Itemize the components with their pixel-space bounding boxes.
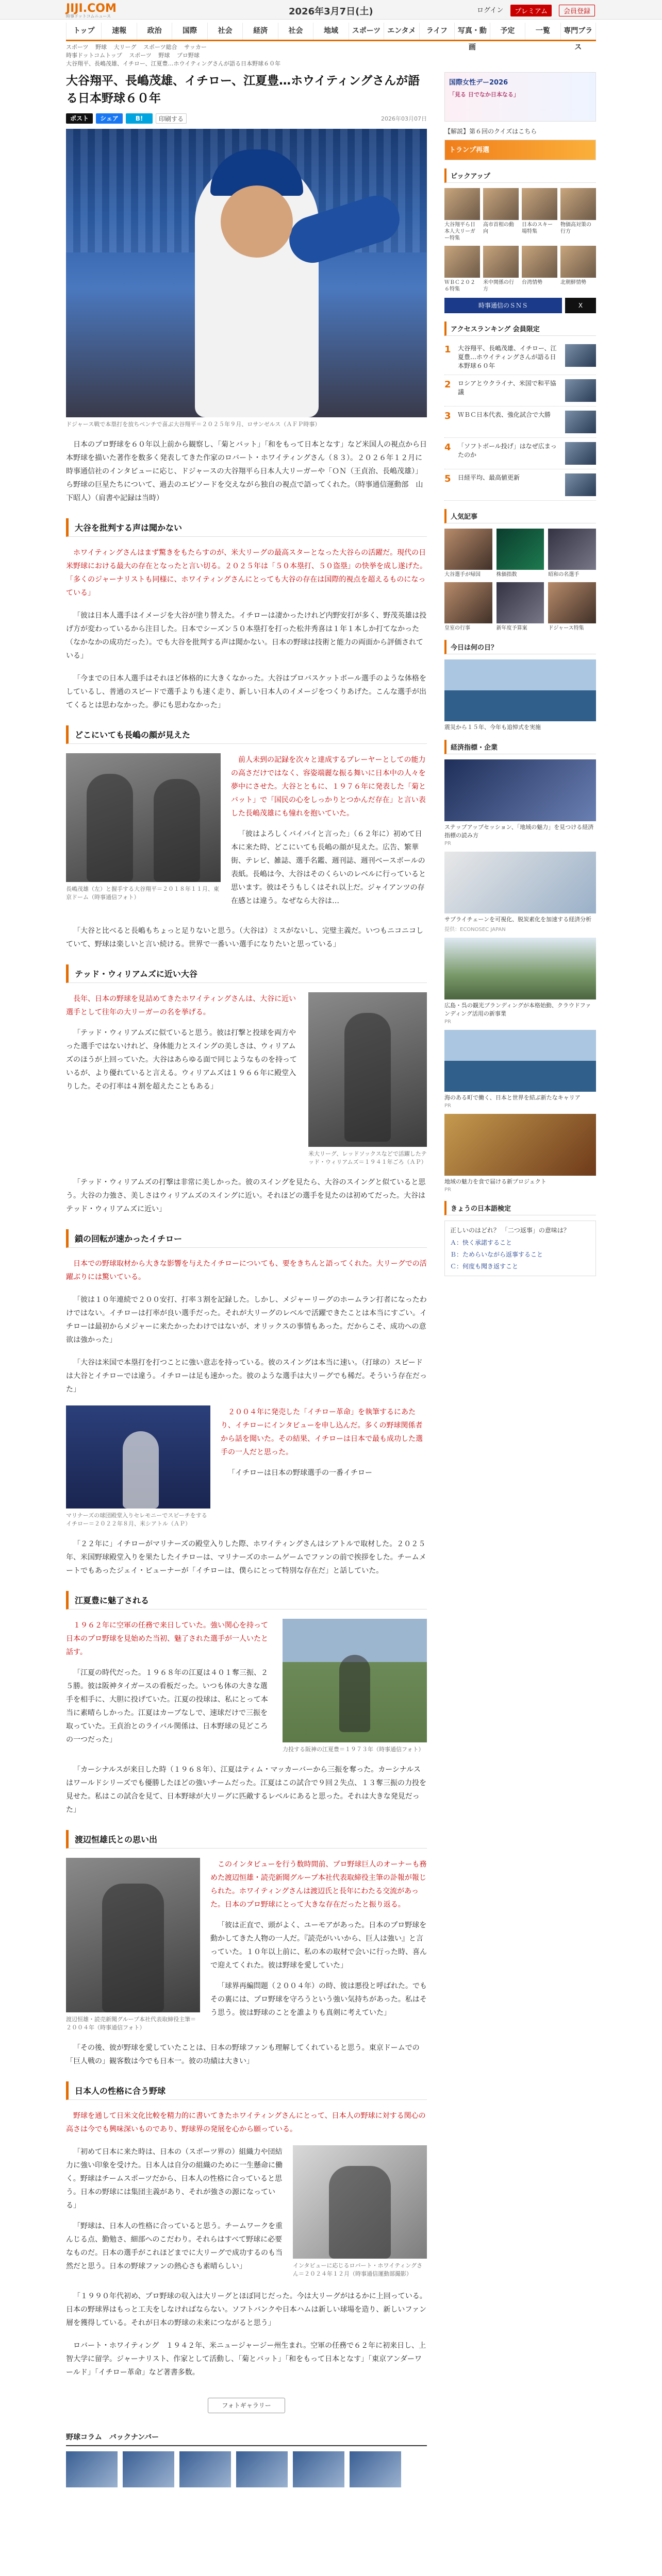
photo-label: 株価指数 [496, 572, 517, 578]
quiz-heading: きょうの日本語検定 [444, 1201, 596, 1215]
paragraph: 「その後、彼が野球を愛していたことは、日本の野球ファンも理解してくれていると思う。東京ドームでの「巨人戦の」観客数は今でも日本一。彼の功績は大きい」 [66, 2044, 420, 2065]
pickup-image [560, 188, 596, 220]
pr-title: ステップアップセッション、「地域の魅力」を見つける経済指標の読み方 [444, 824, 594, 839]
pr-card[interactable] [444, 1030, 596, 1109]
paragraph: ホワイティングさんはまず驚きをもたらすのが、米大リーグの最高スターとなった大谷らの活躍だ。現代の日米野球における最大の存在となったと言い切る。２０２５年は「５０本塁打、５０盗塁」の快挙を成し遂げた。「多くのジャーナリストも同様に、ホワイティングさんにとっても大谷の存在は国際的視点を超えるものになっている」 [66, 549, 427, 597]
section-heading: 江夏豊に魅了される [66, 1591, 427, 1609]
backnumber-thumb[interactable] [123, 2451, 174, 2487]
pickup-image [483, 246, 519, 278]
nagashima-photo[interactable] [66, 753, 221, 882]
quiz-option[interactable]: Ｂ：ためらいながら返事すること [450, 1251, 543, 1258]
photo-caption: 渡辺恒雄・読売新聞グループ本社代表取締役主筆＝２００４年（時事通信フォト） [66, 2016, 196, 2031]
rank-number: 2 [444, 379, 451, 390]
section-heading: 渡辺恒雄氏との思い出 [66, 1830, 427, 1849]
paragraph: 「テッド・ウィリアムズに似ていると思う。彼は打撃と投球を両方やった選手ではないけれど、身体能力とスイングの美しさは、ウィリアムズのほうが上回っていた。大谷はあらゆる面で同じようなものを持っているが、より優れていると言える。ウィリアムズは１９６６年に殿堂入りした。その打率は４割を超えたこともある」 [66, 1029, 297, 1091]
pickup-label: 米中関係の行方 [483, 280, 514, 292]
pickup-label: 大谷翔平ら日本人大リーガー特集 [444, 222, 475, 241]
banner-title: トランプ再選 [449, 146, 490, 154]
enatsu-photo[interactable] [283, 1619, 427, 1742]
paragraph: １９６２年に空軍の任務で来日していた。強い関心を持って日本のプロ野球を見始めた当初、魅了された選手が一人いたと話す。 [66, 1621, 268, 1656]
photo-item[interactable] [444, 582, 492, 632]
photo-item[interactable] [548, 529, 596, 578]
pickup-item[interactable] [560, 246, 596, 293]
nav-item[interactable]: エンタメ [384, 23, 419, 40]
pr-title: サプライチェーンを可視化、脱炭素化を加速する経済分析 [444, 916, 592, 923]
photo-gallery-button[interactable]: フォトギャラリー [208, 2398, 285, 2413]
backnumber-thumb[interactable] [293, 2451, 344, 2487]
trump-banner[interactable] [444, 140, 596, 160]
rank-title: 日経平均、最高値更新 [458, 474, 520, 481]
subnav-link[interactable]: スポーツ総合 [143, 44, 177, 50]
portrait-figure [102, 1884, 164, 2012]
article-title: 大谷翔平、長嶋茂雄、イチロー、江夏豊…ホウイティングさんが語る日本野球６０年 [66, 74, 420, 105]
photo-label: 新年度予算案 [496, 625, 527, 631]
pr-image [444, 938, 596, 999]
today-heading: 今日は何の日？ [444, 640, 596, 654]
share-bar [66, 112, 427, 125]
section-heading: どこにいても長嶋の顔が見えた [66, 725, 427, 744]
pr-sponsor: PR [444, 841, 451, 846]
womens-day-banner[interactable] [444, 72, 596, 122]
section-photo-block [66, 2145, 427, 2280]
ichiro-photo[interactable] [66, 1405, 210, 1509]
rank-title: 大谷翔平、長嶋茂雄、イチロー、江夏豊…ホウイティングさんが語る日本野球６０年 [458, 345, 557, 369]
paragraph: 「彼はよろしくバイバイと言った」（６２年に）初めて日本に来た時、どこにいても長嶋の顔が見えた。広告、繁華街、テレビ、雑誌、選手名鑑、週刊誌、週刊ベースボールの表紙。長嶋は今、大谷はそのくらいのレベルに行っていると思います。彼はそうもしくはそれ以上だ。ジャイアンツの存在感とは違う。なぜなら大谷は… [231, 830, 426, 905]
photo-image [496, 529, 544, 570]
player-face [221, 185, 293, 258]
ranking-item[interactable] [444, 438, 596, 469]
breadcrumb-item[interactable]: スポーツ [129, 52, 152, 59]
whiting-photo[interactable] [293, 2145, 427, 2259]
paragraph: このインタビューを行う数時間前、プロ野球巨人のオーナーも務めた渡辺恒雄・読売新聞グループ本社代表取締役主筆の訃報が報じられた。ホワイティングさんは渡辺氏と長年にわたる交流があった。日本のプロ野球にとって大きな存在だったと振り返る。 [210, 1860, 427, 1909]
nav-item[interactable]: ライフ [420, 23, 455, 40]
pickup-item[interactable] [444, 188, 480, 242]
today-image [444, 659, 596, 721]
section-heading: 鎖の回転が速かったイチロー [66, 1229, 427, 1248]
breadcrumb-current: 大谷翔平、長嶋茂雄、イチロー、江夏豊…ホウイティングさんが語る日本野球６０年 [66, 60, 281, 67]
rank-thumb [565, 411, 596, 433]
x-share-button[interactable]: ポスト [66, 113, 93, 124]
quiz-box [444, 1221, 596, 1276]
rank-number: 3 [444, 411, 451, 421]
nav-item[interactable]: 速報 [102, 23, 137, 40]
subnav-link[interactable]: 大リーグ [113, 44, 137, 50]
pickup-item[interactable] [483, 188, 519, 242]
pickup-label: 北朝鮮情勢 [560, 280, 586, 285]
pr-sponsor: 提供：ECONOSEC JAPAN [444, 927, 506, 933]
pr-sponsor: PR [444, 1019, 451, 1025]
pickup-image [444, 188, 480, 220]
paragraph: 「大谷と比べると長嶋もちょっと足りないと思う。（大谷は）ミスがないし、完璧主義だ。いつもニコニコしていて、野球は楽しいと言い続ける。世界で一番いい選手になりたいと思っている」 [66, 927, 423, 948]
pitcher-figure [339, 1655, 370, 1732]
breadcrumb-item[interactable]: 時事ドットコムトップ [66, 52, 122, 59]
quiz-option[interactable]: Ａ：快く承諾すること [450, 1239, 512, 1246]
nav-item[interactable]: 社会 [208, 23, 243, 40]
pickup-label: 物価高対策の行方 [560, 222, 591, 234]
figure-right [154, 779, 200, 882]
banner-title: 国際女性デー2026 [449, 79, 508, 87]
section-heading: テッド・ウィリアムズに近い大谷 [66, 964, 427, 983]
photo-image [548, 582, 596, 623]
paragraph: 「江夏の時代だった。１９６８年の江夏は４０１奪三振、２５勝。彼は阪神タイガースの看板だった。いつも体の大きな選手を相手に、大胆に投げていた。江夏の投球は、私にとって本当に素晴らしかった。江夏はカーブなしで、速球だけで三振を取っていた。王貞治とのライバル関係は、日本野球の見どころの一つだった」 [66, 1669, 268, 1744]
hero-photo[interactable] [66, 129, 427, 417]
pickup-heading: ピックアップ [444, 168, 596, 183]
pr-card[interactable] [444, 938, 596, 1025]
backnumber-thumbnails [66, 2451, 427, 2487]
pr-card[interactable] [444, 759, 596, 846]
nav-item[interactable]: 政治 [137, 23, 172, 40]
paragraph: 「イチローは日本の野球選手の一番イチロー [228, 1469, 372, 1477]
pr-card[interactable] [444, 1114, 596, 1193]
section-photo-block [66, 1619, 427, 1754]
pr-card[interactable] [444, 852, 596, 933]
profile-paragraph: ロバート・ホワイティング １９４２年、米ニュージャージー州生まれ。空軍の任務で６２年に初来日し、上智大学に留学。ジャーナリスト、作家として活動し、「菊とバット」「和をもって日本となす」「東京アンダーワールド」「イチロー革命」など著書多数。 [66, 2342, 426, 2377]
banner-subtitle: 「見る 日でなか日本なる」 [449, 91, 519, 98]
pr-sponsor: PR [444, 1103, 451, 1109]
pr-image [444, 1030, 596, 1092]
section-photo-block [66, 992, 427, 1166]
rank-title: 「ソフトボール投げ」はなぜ広まったのか [458, 443, 557, 459]
pickup-image [522, 188, 557, 220]
pr-image [444, 759, 596, 821]
pickup-item[interactable] [560, 188, 596, 242]
photo-caption: 長嶋茂雄（左）と握手する大谷翔平＝２０１８年１１月、東京ドーム（時事通信フォト） [66, 886, 219, 901]
premium-button[interactable]: プレミアム [510, 5, 552, 16]
ranking-heading: アクセスランキング 会員限定 [444, 321, 596, 336]
paragraph: 「彼は日本人選手はイメージを大谷が塗り替えた。イチローは凄かったけれど内野安打が多く、野茂英雄は投げ方が変わっているから注目した。日本でシーズン５０本塁打を打った松井秀喜は１年１本しか打てなかった（なかなかの成功だった）。でも大谷を批判する声は聞かない。日本の野球は技術と能力の両面から評価されている」 [66, 612, 427, 660]
nav-item[interactable]: トップ [66, 23, 102, 40]
nav-item[interactable]: 国際 [172, 23, 207, 40]
section-photo-block [66, 1405, 427, 1528]
header-links [477, 5, 595, 16]
pickup-label: 台湾情勢 [522, 280, 542, 285]
paragraph: ２００４年に発売した「イチロー革命」を執筆するにあたり、イチローにインタビューを申し込んだ。多くの野球関係者から話を聞いた。その結果、イチローは日本で最も成功した選手の一人だと思った。 [221, 1408, 423, 1456]
ted-williams-photo[interactable] [308, 992, 427, 1147]
photo-label: 大谷選手が帰国 [444, 572, 481, 578]
photo-item[interactable] [444, 529, 492, 578]
pickup-image [522, 246, 557, 278]
paragraph: 「大谷は米国で本塁打を打つことに強い意志を持っている。彼のスイングは本当に速い。（打球の）スピードは大谷とイチローでは違う。イチローは足も速かった。彼のような選手は大リーグでも稀だ。そういう存在だった」 [66, 1359, 427, 1394]
photo-image [496, 582, 544, 623]
pickup-label: 日本のスキー場特集 [522, 222, 553, 234]
photo-item[interactable] [548, 582, 596, 632]
nav-item[interactable]: 地域 [313, 23, 349, 40]
pr-title: 広島・呉の観光ブランディングが本格始動、クラウドファンディング活用の新事業 [444, 1002, 591, 1017]
rank-thumb [565, 344, 596, 367]
site-logo[interactable] [66, 2, 123, 18]
rank-thumb [565, 379, 596, 402]
x-follow-button[interactable]: X [565, 298, 596, 313]
ranking-item[interactable] [444, 340, 596, 375]
backnumber-thumb[interactable] [66, 2451, 118, 2487]
print-button[interactable]: 印刷する [156, 113, 187, 124]
photo-label: 皇室の行事 [444, 625, 470, 631]
figure-left [87, 774, 133, 882]
nav-item[interactable]: 専門ブラス [561, 23, 596, 40]
logo-subtitle: 時事ドットコムニュース [66, 14, 111, 19]
breadcrumb [66, 43, 427, 69]
paragraph: 長年、日本の野球を見詰めてきたホワイティングさんは、大谷に近い選手として往年の大リーガーの名を挙げる。 [66, 995, 296, 1016]
breadcrumb-item[interactable]: プロ野球 [176, 52, 200, 59]
paragraph: 「今までの日本人選手はそれほど体格的に大きくなかった。大谷はプロバスケットボール選手のような体格をしているし、普通のスピードで選手よりも速く走り、新しい日本人のイメージをつくりあげた。こんな選手が出てくるとは思わなかった。夢にも思わなかった」 [66, 674, 427, 709]
ranking-list [444, 340, 596, 501]
nav-item[interactable]: 社会 [278, 23, 313, 40]
ranking-item[interactable] [444, 469, 596, 501]
hatena-bookmark-button[interactable]: B! [126, 113, 153, 124]
photo-item[interactable] [496, 582, 544, 632]
paragraph: 野球を通して日米文化比較を精力的に書いてきたホワイティングさんにとって、日本人の野球に対する関心の高さは今でも興味深いものであり、野球界の発展を心から願っている。 [66, 2112, 426, 2133]
publish-date: 2026年03月07日 [381, 115, 427, 122]
nav-item[interactable]: 写真・動画 [455, 23, 490, 40]
backnumber-thumb[interactable] [350, 2451, 401, 2487]
ranking-item[interactable] [444, 375, 596, 406]
pr-sponsor: PR [444, 1187, 451, 1193]
pickup-image [444, 246, 480, 278]
pr-image [444, 852, 596, 913]
subnav-link[interactable]: サッカー [184, 44, 207, 50]
facebook-share-button[interactable]: シェア [96, 113, 123, 124]
quiz-question: 正しいのはどれ？ 「二つ返事」の意味は？ [450, 1227, 570, 1234]
pickup-image [483, 188, 519, 220]
paragraph: 日本での野球取材から大きな影響を与えたイチローについても、要をきちんと語ってくれた。大リーグでの活躍ぶりには驚いている。 [66, 1260, 427, 1281]
current-date: 2026年3月7日(土) [289, 6, 373, 17]
today-caption: 震災から１５年、今年も追悼式を実施 [444, 724, 541, 731]
pr-title: 海のある町で働く、日本と世界を結ぶ新たなキャリア [444, 1094, 581, 1101]
batter-figure [344, 1013, 391, 1142]
photo-item[interactable] [496, 529, 544, 578]
backnumber-heading: 野球コラム バックナンバー [66, 2432, 427, 2446]
breadcrumb-item[interactable]: 野球 [158, 52, 170, 59]
nav-item[interactable]: 予定 [490, 23, 525, 40]
top-bar [0, 0, 662, 20]
subnav-link[interactable]: スポーツ [66, 44, 89, 50]
sns-buttons [444, 298, 596, 313]
rank-number: 4 [444, 442, 451, 453]
intro-paragraph: 日本のプロ野球を６０年以上前から観察し、「菊とバット」「和をもって日本となす」など米国人の視点から日本野球を描いた著作を数多く発表してきた作家のロバート・ホワイティングさん（８３）。２０２６年１２月に時事通信社のインタビューに応じ、ドジャースの大谷翔平ら日本人大リーガーや「ＯＮ（王貞治、長嶋茂雄）」ら野球の巨星たちについて、過去のエピソードを交えながら独自の視点で語ってくれた。（時事通信運動部 山下昭人）（肩書や記録は当時） [66, 440, 427, 502]
photo-caption: マリナーズの球団殿堂入りセレモニーでスピーチをするイチロー＝２０２２年８月、米シアトル（ＡＰ） [66, 1512, 207, 1527]
backnumber-thumb[interactable] [236, 2451, 288, 2487]
rank-number: 1 [444, 344, 451, 355]
section-photo-block [66, 1858, 427, 2032]
nav-item[interactable]: 一覧 [525, 23, 560, 40]
pickup-item[interactable] [522, 246, 557, 293]
photo-caption: インタビューに応じるロバート・ホワイティングさん＝２０２４年１２月（時事通信運動部撮影） [293, 2262, 423, 2277]
photo-label: 昭和の名選手 [548, 572, 580, 578]
nav-item[interactable]: スポーツ [349, 23, 384, 40]
section-heading: 大谷を批判する声は聞かない [66, 518, 427, 537]
speaker-figure [123, 1431, 159, 1509]
section-heading: 日本人の性格に合う野球 [66, 2081, 427, 2100]
paragraph: 「２２年に」イチローがマリナーズの殿堂入りした際、ホワイティングさんはシアトルで取材した。２０２５年、米国野球殿堂入りを果たしたイチローは、マリナーズのホームゲームでファンの前で挨拶をした。チームメートでもあったジェイ・ビューナーが「イチローは、僕らにとって特別な存在だ」と話していた。 [66, 1540, 426, 1575]
pr-image [444, 1114, 596, 1176]
sidebar [444, 68, 596, 1276]
article [66, 68, 427, 2487]
section-photo-block [66, 753, 427, 915]
paragraph: 「球界再編問題（２００４年）の時、彼は悪役と呼ばれた。でもその裏には、プロ野球を守ろうという強い気持ちがあった。私はそう思う。彼は野球のことを誰よりも真剣に考えていた」 [210, 1982, 427, 2017]
sns-link-button[interactable]: 時事通信のＳＮＳ [444, 298, 562, 313]
nav-item[interactable]: 経済 [243, 23, 278, 40]
photo-caption: 米大リーグ、レッドソックスなどで活躍したテッド・ウィリアムズ＝１９４１年ごろ（ＡＰ） [308, 1150, 427, 1165]
subnav-link[interactable]: 野球 [95, 44, 107, 50]
rank-thumb [565, 442, 596, 465]
register-button[interactable]: 会員登録 [559, 5, 595, 16]
paragraph: 「彼は正直で、頭がよく、ユーモアがあった。日本のプロ野球を動かしてきた人物の一人だ。『読売がいいから、巨人は強い』と言っていた。１０年以上前に、私の本の取材で会いに行った時、喜んで迎えてくれた。彼は野球を愛していた」 [210, 1921, 427, 1970]
quiz-link[interactable]: 【解説】第６回のクイズはこちら [444, 128, 537, 135]
watanabe-photo[interactable] [66, 1858, 200, 2012]
pickup-label: ＷＢＣ２０２６特集 [444, 280, 475, 292]
photo-image [444, 582, 492, 623]
pr-title: 地域の魅力を食で届ける新プロジェクト [444, 1178, 547, 1185]
rank-title: ロシアとウクライナ、米国で和平協議 [458, 380, 556, 396]
photo-label: ドジャース特集 [548, 625, 584, 631]
rank-thumb [565, 473, 596, 496]
login-link[interactable]: ログイン [477, 7, 504, 14]
paragraph: 「初めて日本に来た時は、日本の（スポーツ界の）組織力や団結力に強い印象を受けた。日本人は自分の組織のために一生懸命に働く。野球はチームスポーツだから、日本人の性格に合っていると思う。日本の野球には集団主義があり、それが強さの源になっている」 [66, 2148, 283, 2210]
pickup-grid [444, 188, 596, 293]
hero-caption: ドジャース戦で本塁打を放ちベンチで喜ぶ大谷翔平＝２０２５年９月、ロサンゼルス（ＡＦＰ時事） [66, 421, 321, 428]
pickup-item[interactable] [522, 188, 557, 242]
photo-image [548, 529, 596, 570]
pickup-item[interactable] [483, 246, 519, 293]
ranking-item[interactable] [444, 406, 596, 438]
rank-title: ＷＢＣ日本代表、強化試合で大勝 [458, 411, 551, 418]
pickup-label: 高市首相の動向 [483, 222, 514, 234]
paragraph: 「野球は、日本人の性格に合っていると思う。チームワークを重んじる点、勤勉さ、細部へのこだわり。それらはすべて野球に必要なものだ。日本の選手がこれほどまでに大リーグで成功するのも当然だと思う。日本の野球ファンの熱心さも素晴らしい」 [66, 2222, 283, 2270]
photo-caption: 力投する阪神の江夏豊＝１９７３年（時事通信フォト） [283, 1746, 424, 1753]
econ-heading: 経済指標・企業 [444, 740, 596, 754]
paragraph: 前人未到の記録を次々と達成するプレーヤーとしての能力の高さだけではなく、容姿端麗な振る舞いに日本中の人々を夢中にさせた。大谷とともに、１９７６年に発表した「菊とバット」で「国民の心をしっかりとつかんだ存在」と言い表した長嶋茂雄にも憧れを抱いていた。 [231, 756, 426, 818]
backnumber-thumb[interactable] [179, 2451, 231, 2487]
rank-number: 5 [444, 473, 451, 484]
interviewee-figure [329, 2166, 391, 2259]
today-card[interactable] [444, 659, 596, 732]
photo-heading: 人気記事 [444, 509, 596, 523]
quiz-option[interactable]: Ｃ：何度も聞き返すこと [450, 1263, 519, 1270]
pickup-item[interactable] [444, 246, 480, 293]
pickup-image [560, 246, 596, 278]
paragraph: 「カーシナルスが来日した時（１９６８年）、江夏はティム・マッカーバーから三振を奪った。カーシナルスはワールドシリーズでも優勝したほどの強いチームだった。江夏はこの試合で９回２失点、１３奪三振の力投を見せた。私はこの試合を見て、日本野球が大リーグに匹敵するレベルにあると思った。それは大きな発見だった」 [66, 1766, 427, 1814]
photo-grid [444, 529, 596, 632]
paragraph: 「彼は１０年連続で２００安打、打率３割を記録した。しかし、メジャーリーグのホームラン打者になったわけではない。イチローは打率が良い選手だった。それが大リーグのレベルで活躍できたことは本当にすごい。イチローは最初からメジャーに来たかったわけではないが、オリックスの事情もあった。だからこそ、成功への意欲は強かった」 [66, 1296, 427, 1344]
logo-text: JIJI.COM [66, 2, 117, 15]
photo-image [444, 529, 492, 570]
paragraph: 「１９９０年代初め、プロ野球の収入は大リーグとほぼ同じだった。今は大リーグがはるかに上回っている。日本の野球界はもっと工夫をしなければならない。ソフトバンクや日本ハムは新しい球場を造り、新しいファン層を獲得している。それが日本の野球の未来につながると思う」 [66, 2292, 427, 2327]
paragraph: 「テッド・ウィリアムズの打撃は非常に美しかった。彼のスイングを見たら、大谷のスイングと似ていると思う。大谷の力強さ、美しさはウィリアムズのスイングに近い。それほどの選手を見たのは初めてだった。大谷はテッド・ウィリアムズに近い」 [66, 1178, 426, 1213]
